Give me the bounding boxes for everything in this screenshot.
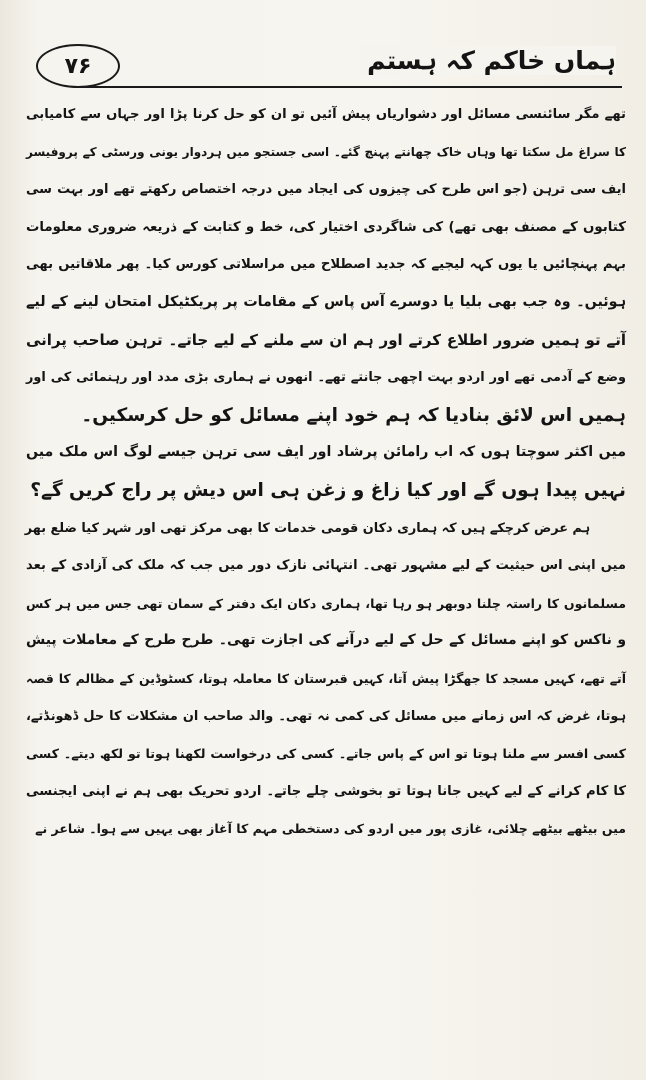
text-line: میں بیٹھے بیٹھے چلائی، غازی پور میں اردو کی دستخطی مہم کا آغاز بھی یہیں سے ہوا۔ شاعر نے: [35, 821, 626, 837]
text-line: وضع کے آدمی تھے اور اردو بہت اچھی جانتے تھے۔ انھوں نے ہماری بڑی مدد اور رہنمائی کی اور: [26, 370, 626, 386]
text-line: نہیں پیدا ہوں گے اور کیا زاغ و زغن ہی اس دیش پر راج کریں گے؟: [30, 479, 626, 501]
text-line: کا کام کرانے کے لیے کہیں جانا ہوتا تو بخوشی چلے جاتے۔ اردو تحریک بھی ہم نے اپنی ایجنسی: [26, 783, 626, 799]
body-text: [26, 96, 626, 848]
text-line: آتے تھے، کہیں مسجد کا جھگڑا پیش آتا، کہیں قبرستان کا معاملہ ہوتا، کسٹوڈین کے مظالم کا قصہ: [26, 670, 626, 686]
text-line: کا سراغ مل سکتا تھا وہاں خاک چھانتے پہنچ گئے۔ اسی جستجو میں ہردوار یونی ورسٹی کے پروفیسر: [26, 144, 626, 159]
text-line: آتے تو ہمیں ضرور اطلاع کرتے اور ہم ان سے ملنے کے لیے جاتے۔ ترہن صاحب پرانی: [26, 330, 626, 349]
text-line: کتابوں کے مصنف بھی تھے) کی شاگردی اختیار کی، خط و کتابت کے ذریعہ ضروری معلومات: [26, 219, 626, 235]
text-line: ہم عرض کرچکے ہیں کہ ہماری دکان قومی خدمات کا بھی مرکز تھی اور شہر کیا ضلع بھر: [24, 520, 590, 536]
paragraph: [26, 434, 626, 509]
text-line: کسی افسر سے ملنا ہوتا تو اس کے پاس جاتے۔ کسی کی درخواست لکھنا ہوتا تو لکھ دیتے۔ کسی: [26, 746, 626, 762]
text-line: میں اکثر سوچتا ہوں کہ اب رامائن پرشاد اور ایف سی ترہن جیسے لوگ اس ملک میں: [26, 444, 626, 461]
text-line: ہمیں اس لائق بنادیا کہ ہم خود اپنے مسائل کو حل کرسکیں۔: [81, 404, 626, 426]
text-line: ایف سی ترہن (جو اس طرح کی چیزوں کی ایجاد میں درجہ اختصاص رکھتے تھے اور بہت سی: [26, 182, 626, 198]
header-rule: [82, 86, 622, 88]
paragraph: [26, 510, 626, 848]
text-line: و ناکس کو اپنے مسائل کے حل کے لیے درآنے کی اجازت تھی۔ طرح طرح کے معاملات پیش: [26, 632, 626, 649]
paragraph: [26, 96, 626, 434]
text-line: ہوئیں۔ وہ جب بھی بلیا یا دوسرے آس پاس کے مقامات پر پریکٹیکل امتحان لینے کے لیے: [26, 293, 626, 310]
text-line: مسلمانوں کا راستہ چلنا دوبھر ہو رہا تھا، ہماری دکان ایک دفتر کے سمان تھی جس میں ہر کس: [26, 595, 626, 611]
text-line: تھے مگر سائنسی مسائل اور دشواریاں پیش آئیں تو ان کو حل کرنا پڑا اور جہاں سے کامیابی: [26, 107, 626, 122]
running-title: ہماں خاکم کہ ہستم: [359, 46, 616, 75]
text-line: ہوتا، غرض کہ اس زمانے میں مسائل کی کمی نہ تھی۔ والد صاحب ان مشکلات کا حل ڈھونڈتے،: [26, 708, 626, 724]
text-line: بہم پہنچائیں یا یوں کہہ لیجیے کہ جدید اصطلاح میں مراسلاتی کورس کیا۔ پھر ملاقاتیں بھی: [26, 257, 626, 273]
page-header: [22, 40, 622, 92]
text-line: میں اپنی اس حیثیت کے لیے مشہور تھی۔ انتہائی نازک دور میں جب کہ ملک کی آزادی کے بعد: [26, 558, 626, 574]
page-number: ۷۶: [36, 44, 120, 88]
